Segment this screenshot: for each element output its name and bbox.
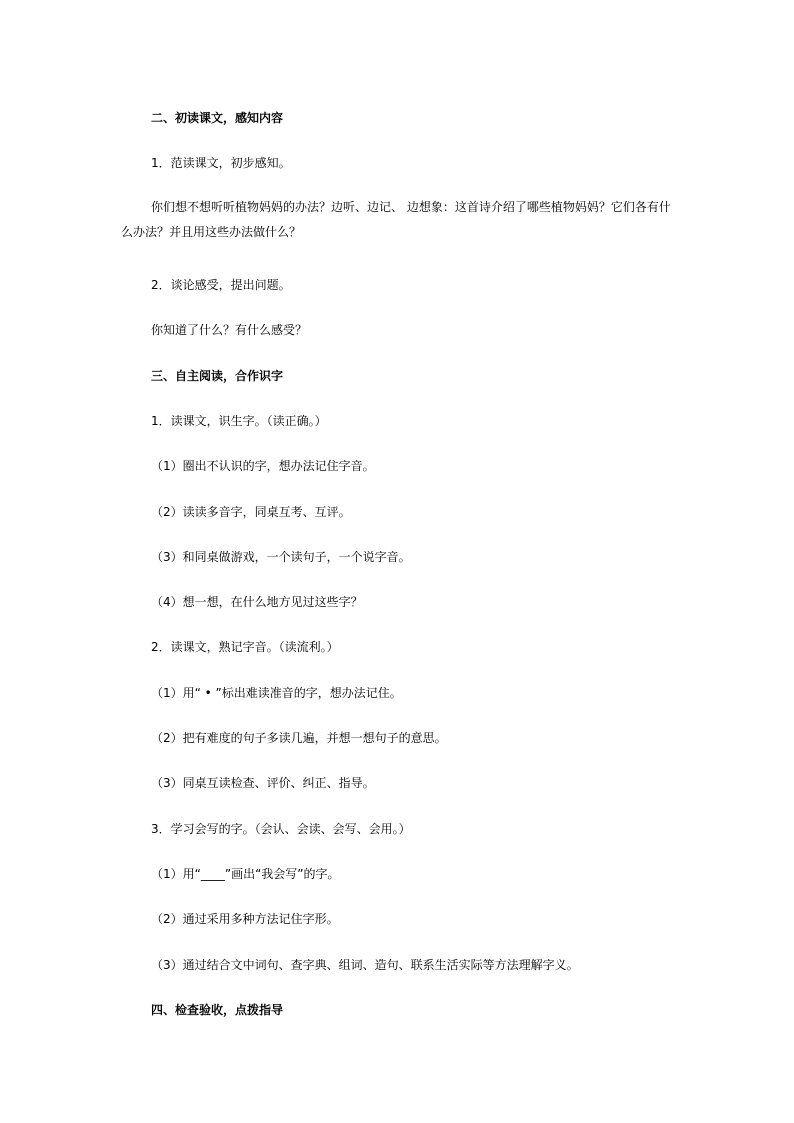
list-item-3-3: （3）通过结合文中词句、查字典、组词、造句、联系生活实际等方法理解字义。 (151, 958, 579, 972)
paragraph-step-1: 1．范读课文，初步感知。 (151, 156, 291, 170)
paragraph-read-step-3: 3．学习会写的字。（会认、会读、会写、会用。） (151, 822, 411, 836)
list-item-2-1: （1）用“ • ”标出难读准音的字，想办法记住。 (151, 686, 402, 700)
list-item-2-3: （3）同桌互读检查、评价、纠正、指导。 (151, 776, 375, 790)
section-heading-4: 四、检查验收，点拨指导 (151, 1003, 284, 1017)
paragraph-step-2: 2．谈论感受，提出问题。 (151, 278, 291, 292)
section-heading-3: 三、自主阅读，合作识字 (151, 369, 284, 383)
list-item-3-1: （1）用“____”画出“我会写”的字。 (151, 867, 340, 881)
list-item-1-2: （2）读读多音字，同桌互考、互评。 (151, 505, 351, 519)
paragraph-read-step-2: 2．读课文，熟记字音。（读流利。） (151, 640, 339, 654)
paragraph-read-step-1: 1．读课文，识生字。（读正确。） (151, 414, 327, 428)
list-item-1-1: （1）圈出不认识的字，想办法记住字音。 (151, 459, 375, 473)
list-item-2-2: （2）把有难度的句子多读几遍，并想一想句子的意思。 (151, 731, 447, 745)
paragraph-question: 你们想不想听听植物妈妈的办法？边听、边记、 边想象：这首诗介绍了哪些植物妈妈？它们各有什么办法？并且用这些办法做什么？ (121, 200, 671, 239)
paragraph-feeling-question: 你知道了什么？有什么感受？ (151, 323, 308, 337)
section-heading-2: 二、初读课文，感知内容 (151, 111, 284, 125)
list-item-1-4: （4）想一想，在什么地方见过这些字？ (151, 595, 363, 609)
list-item-3-2: （2）通过采用多种方法记住字形。 (151, 912, 339, 926)
list-item-1-3: （3）和同桌做游戏，一个读句子，一个说字音。 (151, 550, 411, 564)
